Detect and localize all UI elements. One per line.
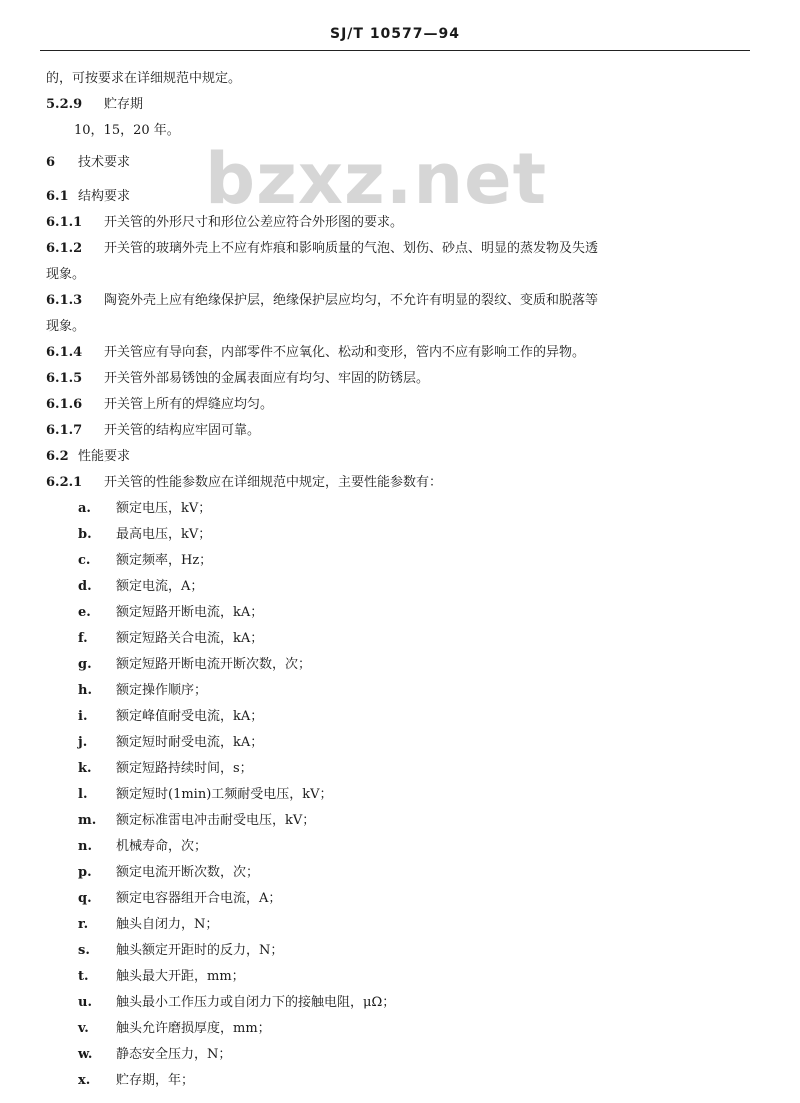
list-item xyxy=(46,964,746,990)
list-item-text: 触头额定开距时的反力，N； xyxy=(116,943,284,958)
list-item-letter: k. xyxy=(78,761,92,776)
list-item-text: 触头最小工作压力或自闭力下的接触电阻，μΩ； xyxy=(116,995,396,1010)
list-item-letter: t. xyxy=(78,969,89,984)
list-item xyxy=(46,1042,746,1068)
list-item-text: 额定电流开断次数，次； xyxy=(116,865,260,880)
list-item-letter: h. xyxy=(78,683,92,698)
clause-text: 开关管上所有的焊缝应均匀。 xyxy=(104,397,274,412)
list-item xyxy=(46,938,746,964)
list-item-text: 额定短时(1min)工频耐受电压，kV； xyxy=(116,787,333,802)
list-item-text: 触头自闭力，N； xyxy=(116,917,219,932)
list-item xyxy=(46,860,746,886)
clause-number: 6.1.1 xyxy=(46,215,83,230)
list-item-text: 额定电压，kV； xyxy=(116,501,212,516)
clause-6-1-2-continuation: 现象。 xyxy=(46,267,86,282)
clause-6-1-7 xyxy=(46,418,746,444)
section-title: 贮存期 xyxy=(104,97,144,112)
clause-number: 6.1.4 xyxy=(46,345,83,360)
parameter-list xyxy=(46,496,746,1094)
section-title: 结构要求 xyxy=(78,189,131,204)
page-header: SJ/T 10577—94 xyxy=(329,26,461,42)
list-item xyxy=(46,522,746,548)
clause-6-2-1 xyxy=(46,470,746,496)
clause-number: 6.1.7 xyxy=(46,423,83,438)
list-item-text: 机械寿命，次； xyxy=(116,839,208,854)
list-item-text: 额定电容器组开合电流，A； xyxy=(116,891,282,906)
list-item-letter: w. xyxy=(78,1047,93,1062)
list-item-letter: m. xyxy=(78,813,97,828)
list-item-letter: v. xyxy=(78,1021,89,1036)
list-item-letter: x. xyxy=(78,1073,91,1088)
list-item xyxy=(46,652,746,678)
section-6-2 xyxy=(46,444,746,470)
clause-6-1-3-continuation: 现象。 xyxy=(46,319,86,334)
list-item xyxy=(46,496,746,522)
list-item-text: 额定短路关合电流，kA； xyxy=(116,631,264,646)
list-item xyxy=(46,808,746,834)
list-item-letter: u. xyxy=(78,995,92,1010)
list-item-letter: g. xyxy=(78,657,92,672)
list-item-text: 额定频率，Hz； xyxy=(116,553,213,568)
list-item xyxy=(46,678,746,704)
list-item xyxy=(46,886,746,912)
list-item xyxy=(46,912,746,938)
list-item-text: 额定操作顺序； xyxy=(116,683,208,698)
list-item-text: 额定电流，A； xyxy=(116,579,204,594)
section-title: 性能要求 xyxy=(78,449,131,464)
list-item-letter: p. xyxy=(78,865,92,880)
list-item-letter: a. xyxy=(78,501,91,516)
clause-number: 6.1.2 xyxy=(46,241,83,256)
clause-text: 开关管的玻璃外壳上不应有炸痕和影响质量的气泡、划伤、砂点、明显的蒸发物及失透 xyxy=(104,241,599,256)
list-item xyxy=(46,1068,746,1094)
list-item-letter: c. xyxy=(78,553,91,568)
list-item-letter: e. xyxy=(78,605,91,620)
clause-number: 6.2.1 xyxy=(46,475,83,490)
clause-6-1-1 xyxy=(46,210,746,236)
section-6-1 xyxy=(46,184,746,210)
list-item-text: 额定短时耐受电流，kA； xyxy=(116,735,264,750)
list-item xyxy=(46,834,746,860)
section-title: 技术要求 xyxy=(78,155,131,170)
section-number: 6 xyxy=(46,155,56,170)
list-item-text: 静态安全压力，N； xyxy=(116,1047,232,1062)
section-5-2-9 xyxy=(46,92,746,118)
clause-6-1-5 xyxy=(46,366,746,392)
clause-6-1-3 xyxy=(46,288,746,314)
section-number: 5.2.9 xyxy=(46,97,83,112)
list-item-letter: f. xyxy=(78,631,88,646)
list-item-text: 触头允许磨损厚度，mm； xyxy=(116,1021,271,1036)
clause-number: 6.1.5 xyxy=(46,371,83,386)
list-item-letter: d. xyxy=(78,579,92,594)
clause-6-1-2 xyxy=(46,236,746,262)
clause-6-1-4 xyxy=(46,340,746,366)
continuation-text: 的，可按要求在详细规范中规定。 xyxy=(46,71,242,86)
list-item xyxy=(46,990,746,1016)
list-item xyxy=(46,1016,746,1042)
watermark: bzxz.net xyxy=(205,138,548,220)
list-item xyxy=(46,704,746,730)
list-item-letter: j. xyxy=(78,735,88,750)
header-rule xyxy=(40,50,750,51)
section-number: 6.2 xyxy=(46,449,69,464)
list-item-text: 额定短路开断电流开断次数，次； xyxy=(116,657,312,672)
list-item xyxy=(46,626,746,652)
list-item-text: 额定短路持续时间，s； xyxy=(116,761,253,776)
list-item xyxy=(46,756,746,782)
clause-number: 6.1.6 xyxy=(46,397,83,412)
clause-number: 6.1.3 xyxy=(46,293,83,308)
clause-text: 开关管的性能参数应在详细规范中规定，主要性能参数有： xyxy=(104,475,443,490)
clause-text: 开关管的结构应牢固可靠。 xyxy=(104,423,261,438)
list-item xyxy=(46,782,746,808)
list-item xyxy=(46,548,746,574)
section-6 xyxy=(46,150,746,176)
list-item xyxy=(46,600,746,626)
list-item-letter: b. xyxy=(78,527,92,542)
list-item-letter: n. xyxy=(78,839,92,854)
list-item xyxy=(46,574,746,600)
list-item-letter: s. xyxy=(78,943,90,958)
section-number: 6.1 xyxy=(46,189,69,204)
document-body xyxy=(46,66,746,1094)
list-item xyxy=(46,730,746,756)
clause-text: 开关管外部易锈蚀的金属表面应有均匀、牢固的防锈层。 xyxy=(104,371,430,386)
list-item-letter: l. xyxy=(78,787,88,802)
list-item-letter: r. xyxy=(78,917,89,932)
clause-text: 陶瓷外壳上应有绝缘保护层，绝缘保护层应均匀，不允许有明显的裂纹、变质和脱落等 xyxy=(104,293,599,308)
storage-period-values: 10，15，20 年。 xyxy=(74,123,180,138)
list-item-text: 最高电压，kV； xyxy=(116,527,212,542)
clause-text: 开关管的外形尺寸和形位公差应符合外形图的要求。 xyxy=(104,215,404,230)
list-item-text: 触头最大开距，mm； xyxy=(116,969,245,984)
list-item-text: 额定短路开断电流，kA； xyxy=(116,605,264,620)
list-item-text: 贮存期，年； xyxy=(116,1073,195,1088)
clause-6-1-6 xyxy=(46,392,746,418)
clause-text: 开关管应有导向套，内部零件不应氧化、松动和变形，管内不应有影响工作的异物。 xyxy=(104,345,586,360)
list-item-letter: i. xyxy=(78,709,88,724)
list-item-text: 额定标准雷电冲击耐受电压，kV； xyxy=(116,813,316,828)
list-item-letter: q. xyxy=(78,891,92,906)
list-item-text: 额定峰值耐受电流，kA； xyxy=(116,709,264,724)
